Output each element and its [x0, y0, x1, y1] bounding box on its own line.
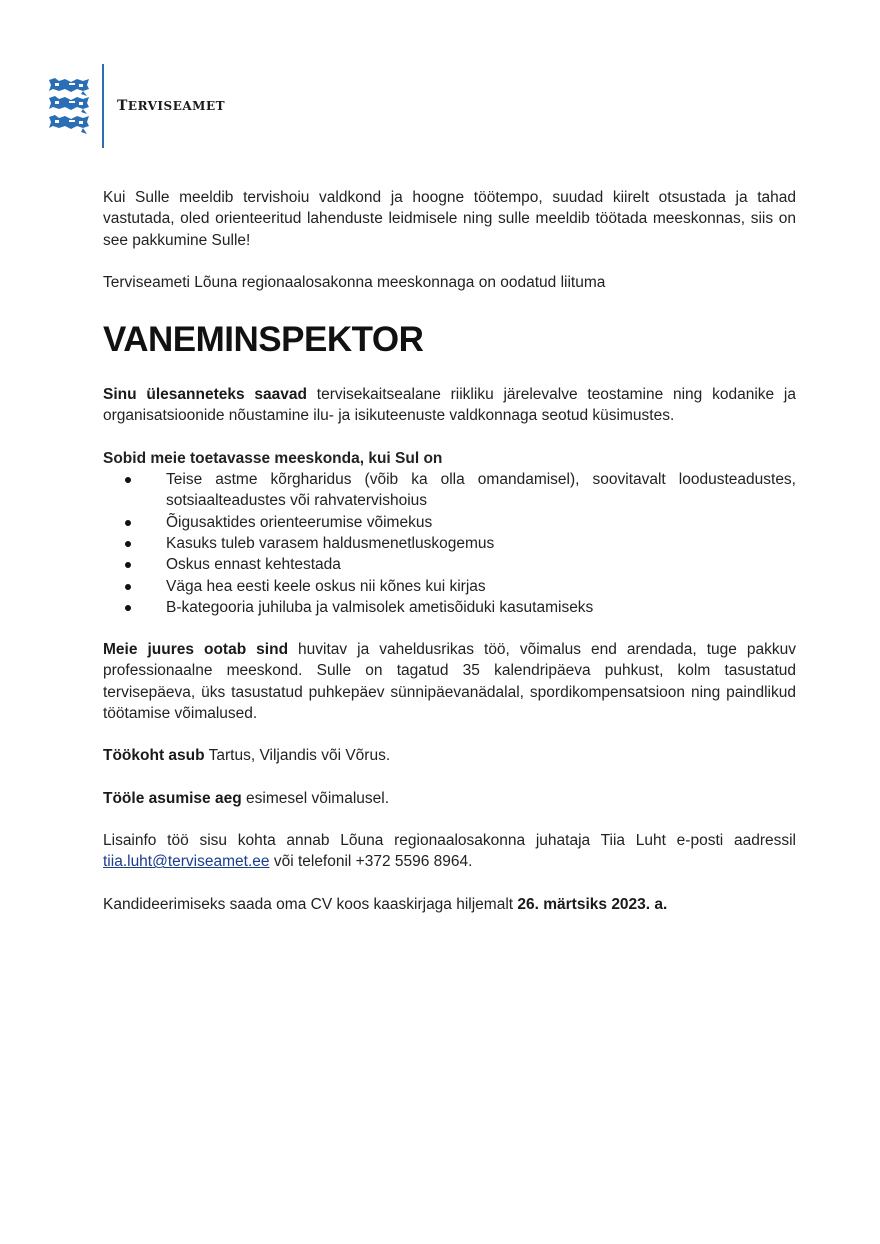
list-item: Oskus ennast kehtestada — [103, 554, 796, 575]
requirements-list — [103, 469, 796, 618]
bullet-icon — [125, 562, 131, 568]
apply-paragraph: Kandideerimiseks saada oma CV koos kaaskirjaga hiljemalt 26. märtsiks 2023. a. — [103, 895, 668, 913]
contact-paragraph: Lisainfo töö sisu kohta annab Lõuna regionaalosakonna juhataja Tiia Luht e-posti aadressil tiia.luht@terviseamet.ee või telefonil +372 5596 8964. — [103, 831, 796, 871]
offer-paragraph — [103, 639, 796, 724]
deadline: 26. märtsiks 2023. a. — [517, 895, 668, 913]
join-line: Terviseameti Lõuna regionaalosakonna meeskonnaga on oodatud liituma — [103, 273, 606, 291]
offer-lead: Meie juures ootab sind — [103, 641, 289, 659]
location-lead: Töökoht asub — [103, 747, 205, 765]
location-text: Tartus, Viljandis või Võrus. — [204, 747, 391, 765]
logo-divider — [102, 64, 104, 148]
duties-text: tervisekaitsealane riikliku järelevalve teostamine ning kodanike ja organisatsioonide nõustamine ilu- ja isikuteenuste valdkonnaga seotud küsimustes. — [103, 386, 796, 425]
start-text: esimesel võimalusel. — [241, 789, 390, 807]
start-lead: Tööle asumise aeg — [103, 789, 242, 807]
requirements-heading: Sobid meie toetavasse meeskonda, kui Sul on — [103, 449, 443, 467]
list-item: Kasuks tuleb varasem haldusmenetluskogemus — [103, 533, 796, 554]
three-lions-logo-icon — [47, 76, 91, 136]
job-title: VANEMINSPEKTOR — [103, 320, 424, 360]
job-posting-body — [103, 187, 796, 915]
bullet-icon — [125, 520, 131, 526]
bullet-icon — [125, 477, 131, 483]
list-item: B-kategooria juhiluba ja valmisolek ametisõiduki kasutamiseks — [103, 597, 796, 618]
start-paragraph — [103, 788, 796, 809]
bullet-icon — [125, 605, 131, 611]
offer-text: huvitav ja vaheldusrikas töö, võimalus end arendada, tuge pakkuv professionaalne meeskond. Sulle on tagatud 35 kalendripäeva puhkust, kolm tasustatud tervisepäeva, üks tasustatud puhkepäev sünnipäevanädalal, spordikompensatsioon ning paindlikud töötamise võimalused. — [103, 641, 796, 723]
bullet-icon — [125, 541, 131, 547]
duties-lead: Sinu ülesanneteks saavad — [103, 386, 307, 404]
email-link[interactable]: tiia.luht@terviseamet.ee — [103, 853, 270, 871]
intro-paragraph: Kui Sulle meeldib tervishoiu valdkond ja hoogne töötempo, suudad kiirelt otsustada ja tahad vastutada, oled orienteeritud lahenduste leidmisele ning sulle meeldib töötada meeskonnas, siis on see pakkumine Sulle! — [103, 189, 796, 249]
organization-name: TERVISEAMET — [117, 98, 226, 114]
location-paragraph — [103, 745, 796, 766]
list-item: Väga hea eesti keele oskus nii kõnes kui kirjas — [103, 576, 796, 597]
list-item: Teise astme kõrgharidus (võib ka olla omandamisel), soovitavalt loodusteadustes, sotsiaalteadustes või rahvatervishoius — [103, 469, 796, 512]
duties-paragraph — [103, 384, 796, 427]
bullet-icon — [125, 584, 131, 590]
list-item: Õigusaktides orienteerumise võimekus — [103, 512, 796, 533]
